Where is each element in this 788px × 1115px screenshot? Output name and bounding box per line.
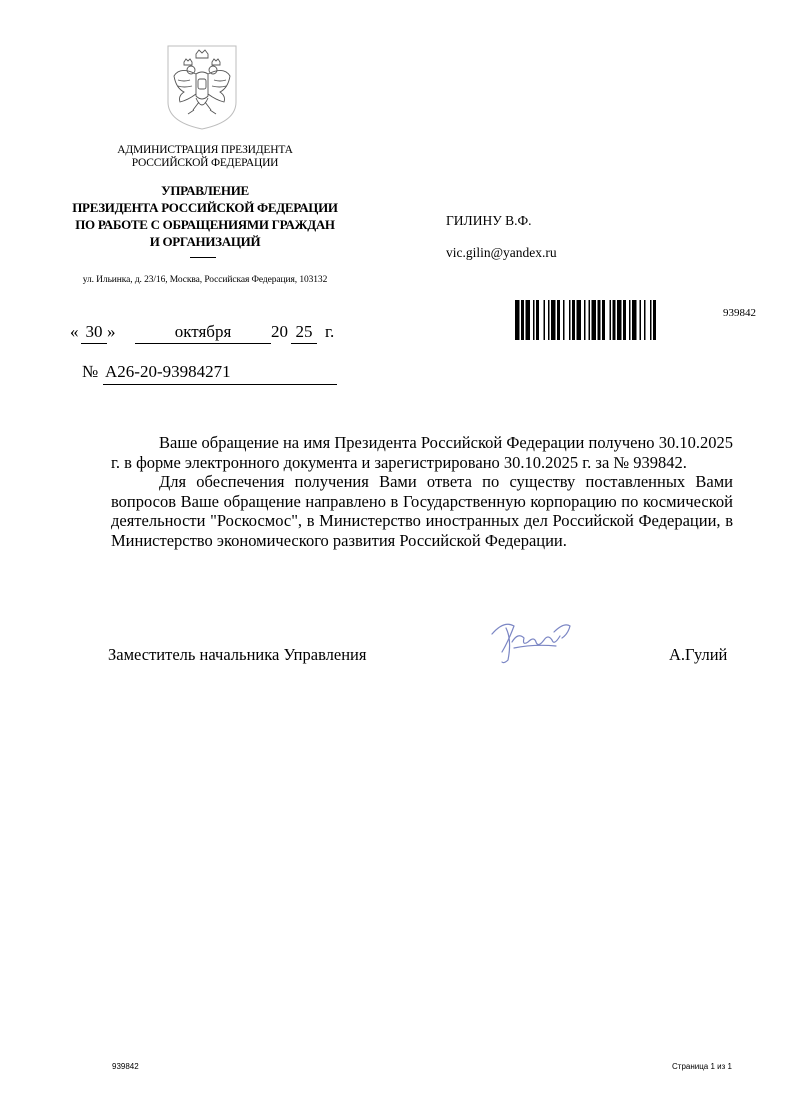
- date-day: 30: [81, 322, 107, 344]
- body-paragraph-2: Для обеспечения получения Вами ответа по существу поставленных Вами вопросов Ваше обращение направлено в Государственную корпорацию по космической деятельности "Роскосмос", в Министерство иностранных дел Российской Федерации, в Министерство экономического развития Российской Федерации.: [111, 472, 733, 550]
- barcode-bar: [544, 300, 546, 340]
- date-month: октября: [135, 322, 271, 344]
- barcode-number: 939842: [723, 307, 756, 319]
- barcode-bar: [557, 300, 560, 340]
- registration-number-label: №: [82, 362, 99, 381]
- department-title-line2: ПРЕЗИДЕНТА РОССИЙСКОЙ ФЕДЕРАЦИИ: [72, 200, 338, 215]
- recipient-name: ГИЛИНУ В.Ф.: [446, 213, 532, 228]
- handwritten-signature: [484, 612, 584, 668]
- barcode-bar: [592, 300, 597, 340]
- barcode-bar: [584, 300, 586, 340]
- barcode-bar: [617, 300, 622, 340]
- date-year-abbr: г.: [325, 322, 335, 341]
- footer-document-number: 939842: [112, 1062, 139, 1071]
- barcode-bar: [533, 300, 535, 340]
- barcode-bar: [653, 300, 656, 340]
- signatory-name: А.Гулий: [669, 645, 728, 664]
- barcode-bar: [650, 300, 652, 340]
- signatory-title: Заместитель начальника Управления: [108, 645, 367, 664]
- date-open-quote: «: [70, 322, 79, 341]
- recipient-email: vic.gilin@yandex.ru: [446, 245, 557, 260]
- header-divider: [190, 257, 216, 258]
- barcode-bar: [526, 300, 531, 340]
- barcode-bar: [569, 300, 571, 340]
- barcode-bar: [629, 300, 631, 340]
- administration-title-line1: АДМИНИСТРАЦИЯ ПРЕЗИДЕНТА: [117, 144, 293, 156]
- date-year-prefix: 20: [271, 322, 288, 341]
- barcode-bar: [610, 300, 612, 340]
- registration-number: [82, 362, 231, 382]
- coat-of-arms-emblem: [166, 44, 238, 130]
- department-title-line1: УПРАВЛЕНИЕ: [161, 183, 249, 198]
- barcode-bar: [536, 300, 539, 340]
- barcode-bar: [613, 300, 616, 340]
- barcode-bar: [644, 300, 646, 340]
- department-title-line4: И ОРГАНИЗАЦИЙ: [149, 234, 261, 249]
- barcode-bar: [623, 300, 626, 340]
- footer-page-counter: Страница 1 из 1: [672, 1062, 732, 1071]
- barcode-bar: [602, 300, 605, 340]
- barcode-bar: [577, 300, 582, 340]
- barcode-bar: [551, 300, 556, 340]
- department-address: ул. Ильинка, д. 23/16, Москва, Российская Федерация, 103132: [82, 275, 328, 285]
- barcode-bar: [632, 300, 637, 340]
- barcode-bar: [521, 300, 524, 340]
- administration-title-line2: РОССИЙСКОЙ ФЕДЕРАЦИИ: [131, 157, 279, 169]
- barcode-bar: [572, 300, 575, 340]
- barcode-bar: [640, 300, 642, 340]
- barcode-bar: [515, 300, 520, 340]
- date-year-suffix: 25: [291, 322, 317, 344]
- barcode-bar: [548, 300, 550, 340]
- registration-number-value: А26-20-93984271: [103, 362, 337, 385]
- date-close-quote: »: [107, 322, 116, 341]
- body-paragraph-1: Ваше обращение на имя Президента Российской Федерации получено 30.10.2025 г. в форме электронного документа и зарегистрировано 30.10.2025 г. за № 939842.: [111, 433, 733, 472]
- letter-body: [111, 433, 733, 551]
- department-title-line3: ПО РАБОТЕ С ОБРАЩЕНИЯМИ ГРАЖДАН: [75, 217, 335, 232]
- barcode-bar: [563, 300, 565, 340]
- barcode-bar: [598, 300, 601, 340]
- barcode-bar: [589, 300, 591, 340]
- document-barcode: [515, 300, 713, 340]
